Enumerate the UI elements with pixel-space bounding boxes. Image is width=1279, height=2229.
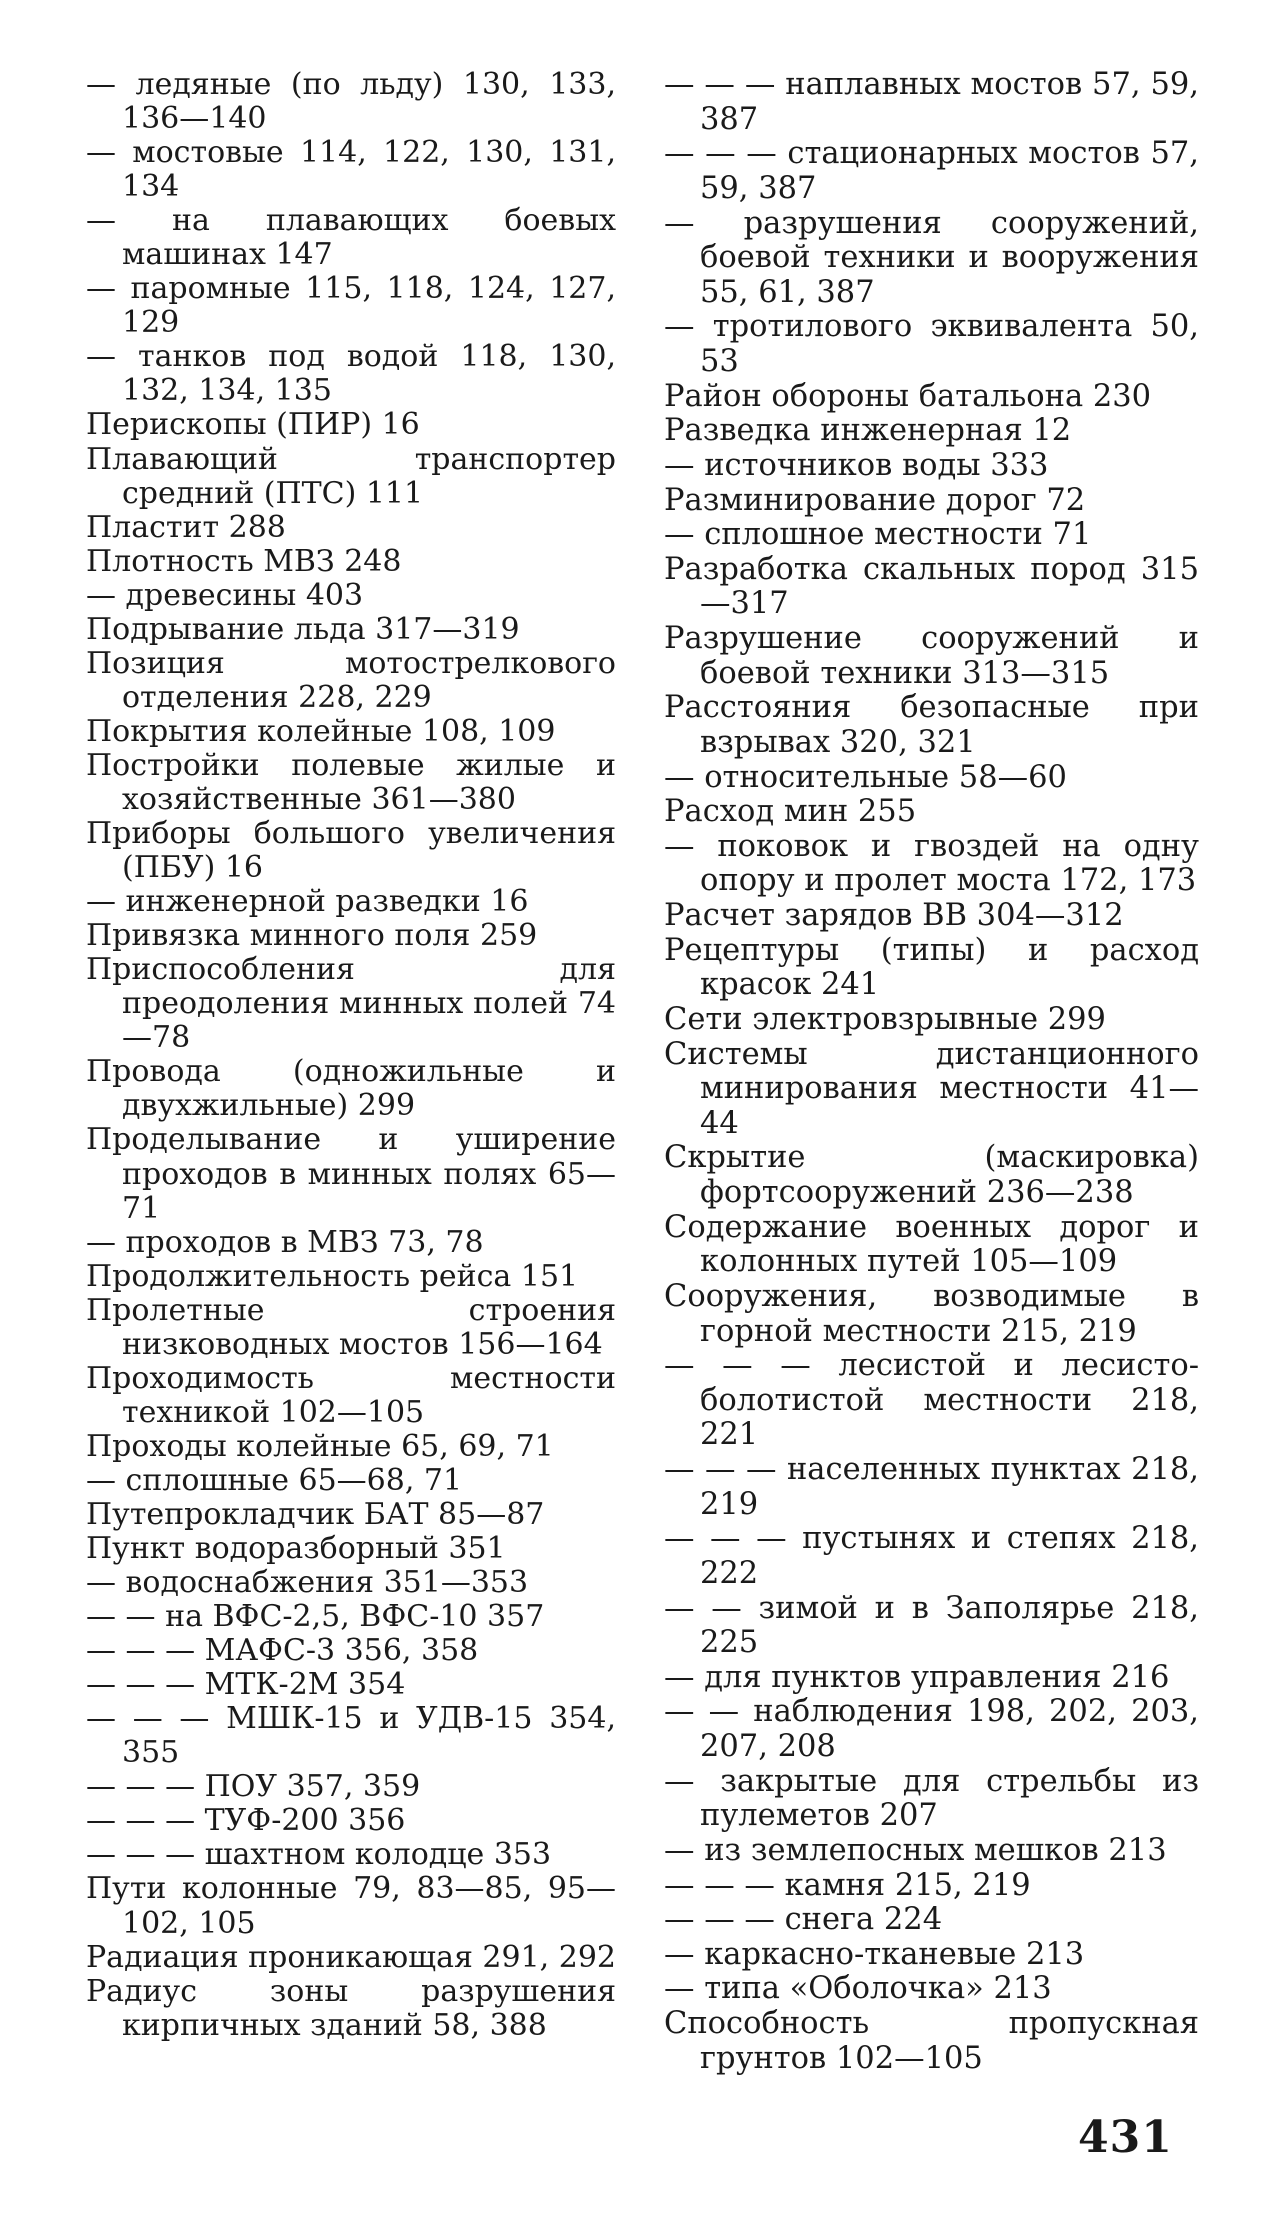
index-entry: — закрытые для стрельбы из пулеметов 207 (664, 1763, 1199, 1834)
index-entry: Способность пропускная грунтов 102—105 (664, 2006, 1199, 2076)
index-entry: Пункт водоразборный 351 (86, 1531, 506, 1567)
index-entry: Плавающий транспортер средний (ПТС) 111 (86, 441, 616, 511)
index-entry: Сети электровзрывные 299 (664, 1001, 1106, 1037)
index-column-right (664, 68, 1199, 2076)
index-entry: Содержание военных дорог и колонных путей 105—109 (664, 1209, 1199, 1280)
index-entry: Скрытие (маскировка) фортсооружений 236—238 (664, 1140, 1199, 1210)
index-entry: — — — лесистой и лесисто-болотистой местности 218, 221 (664, 1348, 1199, 1453)
index-entry: Расход мин 255 (664, 794, 917, 830)
index-entry: Плотность МВЗ 248 (86, 543, 402, 579)
index-entry: Позиция мотострелкового отделения 228, 229 (86, 645, 616, 715)
index-entry: — каркасно-тканевые 213 (664, 1936, 1085, 1972)
index-entry: Привязка минного поля 259 (86, 918, 538, 954)
index-entry: Покрытия колейные 108, 109 (86, 713, 556, 749)
index-entry: — — — снега 224 (664, 1902, 943, 1938)
index-entry: — — — пустынях и степях 218, 222 (664, 1521, 1199, 1591)
index-entry: — водоснабжения 351—353 (86, 1565, 529, 1601)
index-entry: — мостовые 114, 122, 130, 131, 134 (86, 135, 616, 205)
index-entry: Пути колонные 79, 83—85, 95—102, 105 (86, 1871, 616, 1941)
index-entry: Подрывание льда 317—319 (86, 611, 520, 647)
index-entry: Расстояния безопасные при взрывах 320, 321 (664, 690, 1199, 760)
index-entry: Проходы колейные 65, 69, 71 (86, 1428, 554, 1464)
index-entry: Радиация проникающая 291, 292 (86, 1939, 617, 1975)
index-entry: — — зимой и в Заполярье 218, 225 (664, 1590, 1199, 1661)
index-entry: — древесины 403 (86, 577, 364, 613)
index-entry: Путепрокладчик БАТ 85—87 (86, 1496, 545, 1532)
index-entry: Разработка скальных пород 315—317 (664, 551, 1199, 622)
index-entry: Разрушение сооружений и боевой техники 313—315 (664, 621, 1199, 691)
index-entry: Постройки полевые жилые и хозяйственные 361—380 (86, 747, 616, 817)
index-entry: — — — МТК-2М 354 (86, 1667, 406, 1703)
index-entry: — — — шахтном колодце 353 (86, 1837, 552, 1873)
index-entry: — — — стационарных мостов 57, 59, 387 (664, 136, 1199, 206)
index-column-left (86, 68, 616, 2043)
index-entry: — — наблюдения 198, 202, 203, 207, 208 (664, 1694, 1199, 1764)
index-entry: Провода (одножильные и двухжильные) 299 (86, 1054, 616, 1124)
index-entry: Сооружения, возводимые в горной местности 215, 219 (664, 1278, 1199, 1349)
index-entry: — — — МШК-15 и УДВ-15 354, 355 (86, 1701, 616, 1771)
index-entry: Проходимость местности техникой 102—105 (86, 1360, 616, 1430)
index-entry: Рецептуры (типы) и расход красок 241 (664, 932, 1199, 1003)
index-entry: — проходов в МВЗ 73, 78 (86, 1224, 484, 1260)
index-entry: — инженерной разведки 16 (86, 884, 529, 920)
index-entry: — сплошные 65—68, 71 (86, 1462, 463, 1498)
index-entry: — — на ВФС-2,5, ВФС-10 357 (86, 1599, 545, 1635)
index-entry: — танков под водой 118, 130, 132, 134, 135 (86, 339, 616, 409)
index-entry: — — — ПОУ 357, 359 (86, 1769, 421, 1805)
index-entry: Расчет зарядов ВВ 304—312 (664, 898, 1124, 933)
page-number: 431 (1078, 2112, 1173, 2163)
index-entry: — сплошное местности 71 (664, 517, 1092, 553)
index-entry: — для пунктов управления 216 (664, 1659, 1170, 1695)
index-entry: — тротилового эквивалента 50, 53 (664, 309, 1199, 379)
index-entry: Пластит 288 (86, 509, 286, 545)
index-entry: — — — наплавных мостов 57, 59, 387 (664, 67, 1199, 137)
index-entry: Радиус зоны разрушения кирпичных зданий 58, 388 (86, 1973, 616, 2043)
index-entry: — из землепосных мешков 213 (664, 1832, 1167, 1868)
index-entry: Разведка инженерная 12 (664, 413, 1072, 449)
index-entry: — — — населенных пунктах 218, 219 (664, 1452, 1199, 1522)
index-entry: — паромные 115, 118, 124, 127, 129 (86, 271, 616, 341)
index-entry: — на плавающих боевых машинах 147 (86, 203, 616, 273)
index-entry: Проделывание и уширение проходов в минных полях 65—71 (86, 1122, 616, 1226)
index-entry: Продолжительность рейса 151 (86, 1258, 579, 1294)
index-entry: — — — ТУФ-200 356 (86, 1803, 406, 1839)
index-entry: — — — камня 215, 219 (664, 1867, 1031, 1903)
index-entry: Приспособления для преодоления минных полей 74—78 (86, 952, 616, 1056)
index-entry: Приборы большого увеличения (ПБУ) 16 (86, 816, 616, 886)
index-entry: — разрушения сооружений, боевой техники и вооружения 55, 61, 387 (664, 205, 1199, 310)
index-entry: Район обороны батальона 230 (664, 378, 1152, 414)
index-entry: Перископы (ПИР) 16 (86, 407, 420, 443)
index-entry: — относительные 58—60 (664, 759, 1067, 795)
index-entry: — источников воды 333 (664, 447, 1049, 483)
index-entry: — типа «Оболочка» 213 (664, 1971, 1052, 2007)
index-entry: Пролетные строения низководных мостов 156—164 (86, 1292, 616, 1362)
index-entry: — поковок и гвоздей на одну опору и пролет моста 172, 173 (664, 828, 1199, 899)
index-entry: — — — МАФС-3 356, 358 (86, 1633, 479, 1669)
index-entry: Системы дистанционного минирования местности 41—44 (664, 1036, 1199, 1141)
index-entry: — ледяные (по льду) 130, 133, 136—140 (86, 67, 616, 137)
index-entry: Разминирование дорог 72 (664, 482, 1086, 518)
